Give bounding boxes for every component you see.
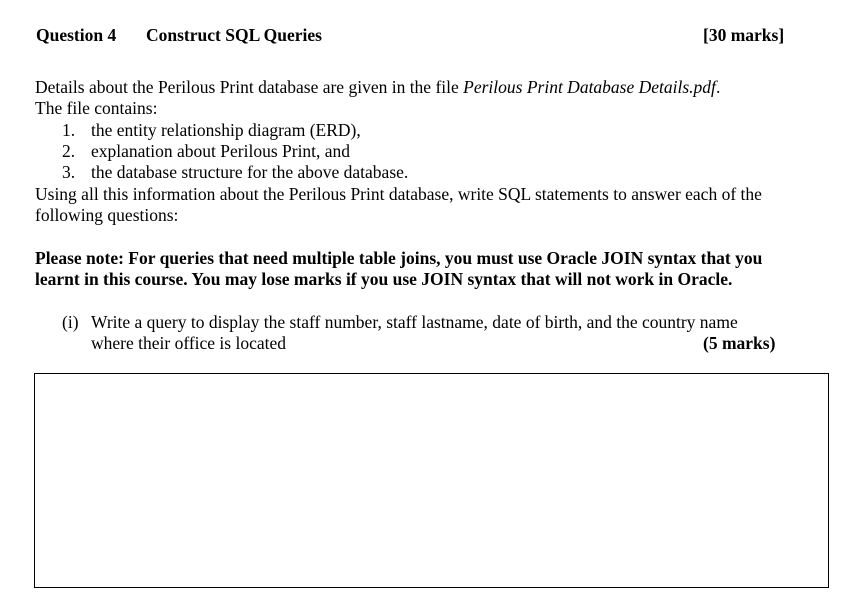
part-question-text: where their office is located xyxy=(91,333,287,353)
part-question-text: Write a query to display the staff number, staff lastname, date of birth, and the country name xyxy=(91,312,738,332)
instructions-line: Using all this information about the Perilous Print database, write SQL statements to answer each of the xyxy=(35,184,762,204)
details-file-name: Perilous Print Database Details.pdf xyxy=(463,77,716,97)
file-contains-label: The file contains: xyxy=(35,98,158,118)
join-syntax-note: Please note: For queries that need multiple table joins, you must use Oracle JOIN syntax that you xyxy=(35,248,763,268)
instructions-line: following questions: xyxy=(35,205,179,225)
list-item-text: the database structure for the above database. xyxy=(91,162,409,182)
intro-text: Details about the Perilous Print database are given in the file xyxy=(35,77,464,97)
list-item-number: 1. xyxy=(62,120,76,140)
list-item-number: 3. xyxy=(62,162,76,182)
list-item-text: explanation about Perilous Print, and xyxy=(91,141,351,161)
join-syntax-note: learnt in this course. You may lose marks if you use JOIN syntax that will not work in Oracle. xyxy=(35,269,733,289)
question-title: Construct SQL Queries xyxy=(146,25,322,45)
intro-paragraph xyxy=(35,77,720,98)
question-number: Question 4 xyxy=(36,25,117,45)
part-label: (i) xyxy=(62,312,79,332)
list-item-number: 2. xyxy=(62,141,76,161)
list-item-text: the entity relationship diagram (ERD), xyxy=(91,120,361,140)
part-marks: (5 marks) xyxy=(703,333,776,353)
answer-box[interactable] xyxy=(34,373,829,588)
intro-period: . xyxy=(715,77,721,97)
question-total-marks: [30 marks] xyxy=(703,25,785,45)
